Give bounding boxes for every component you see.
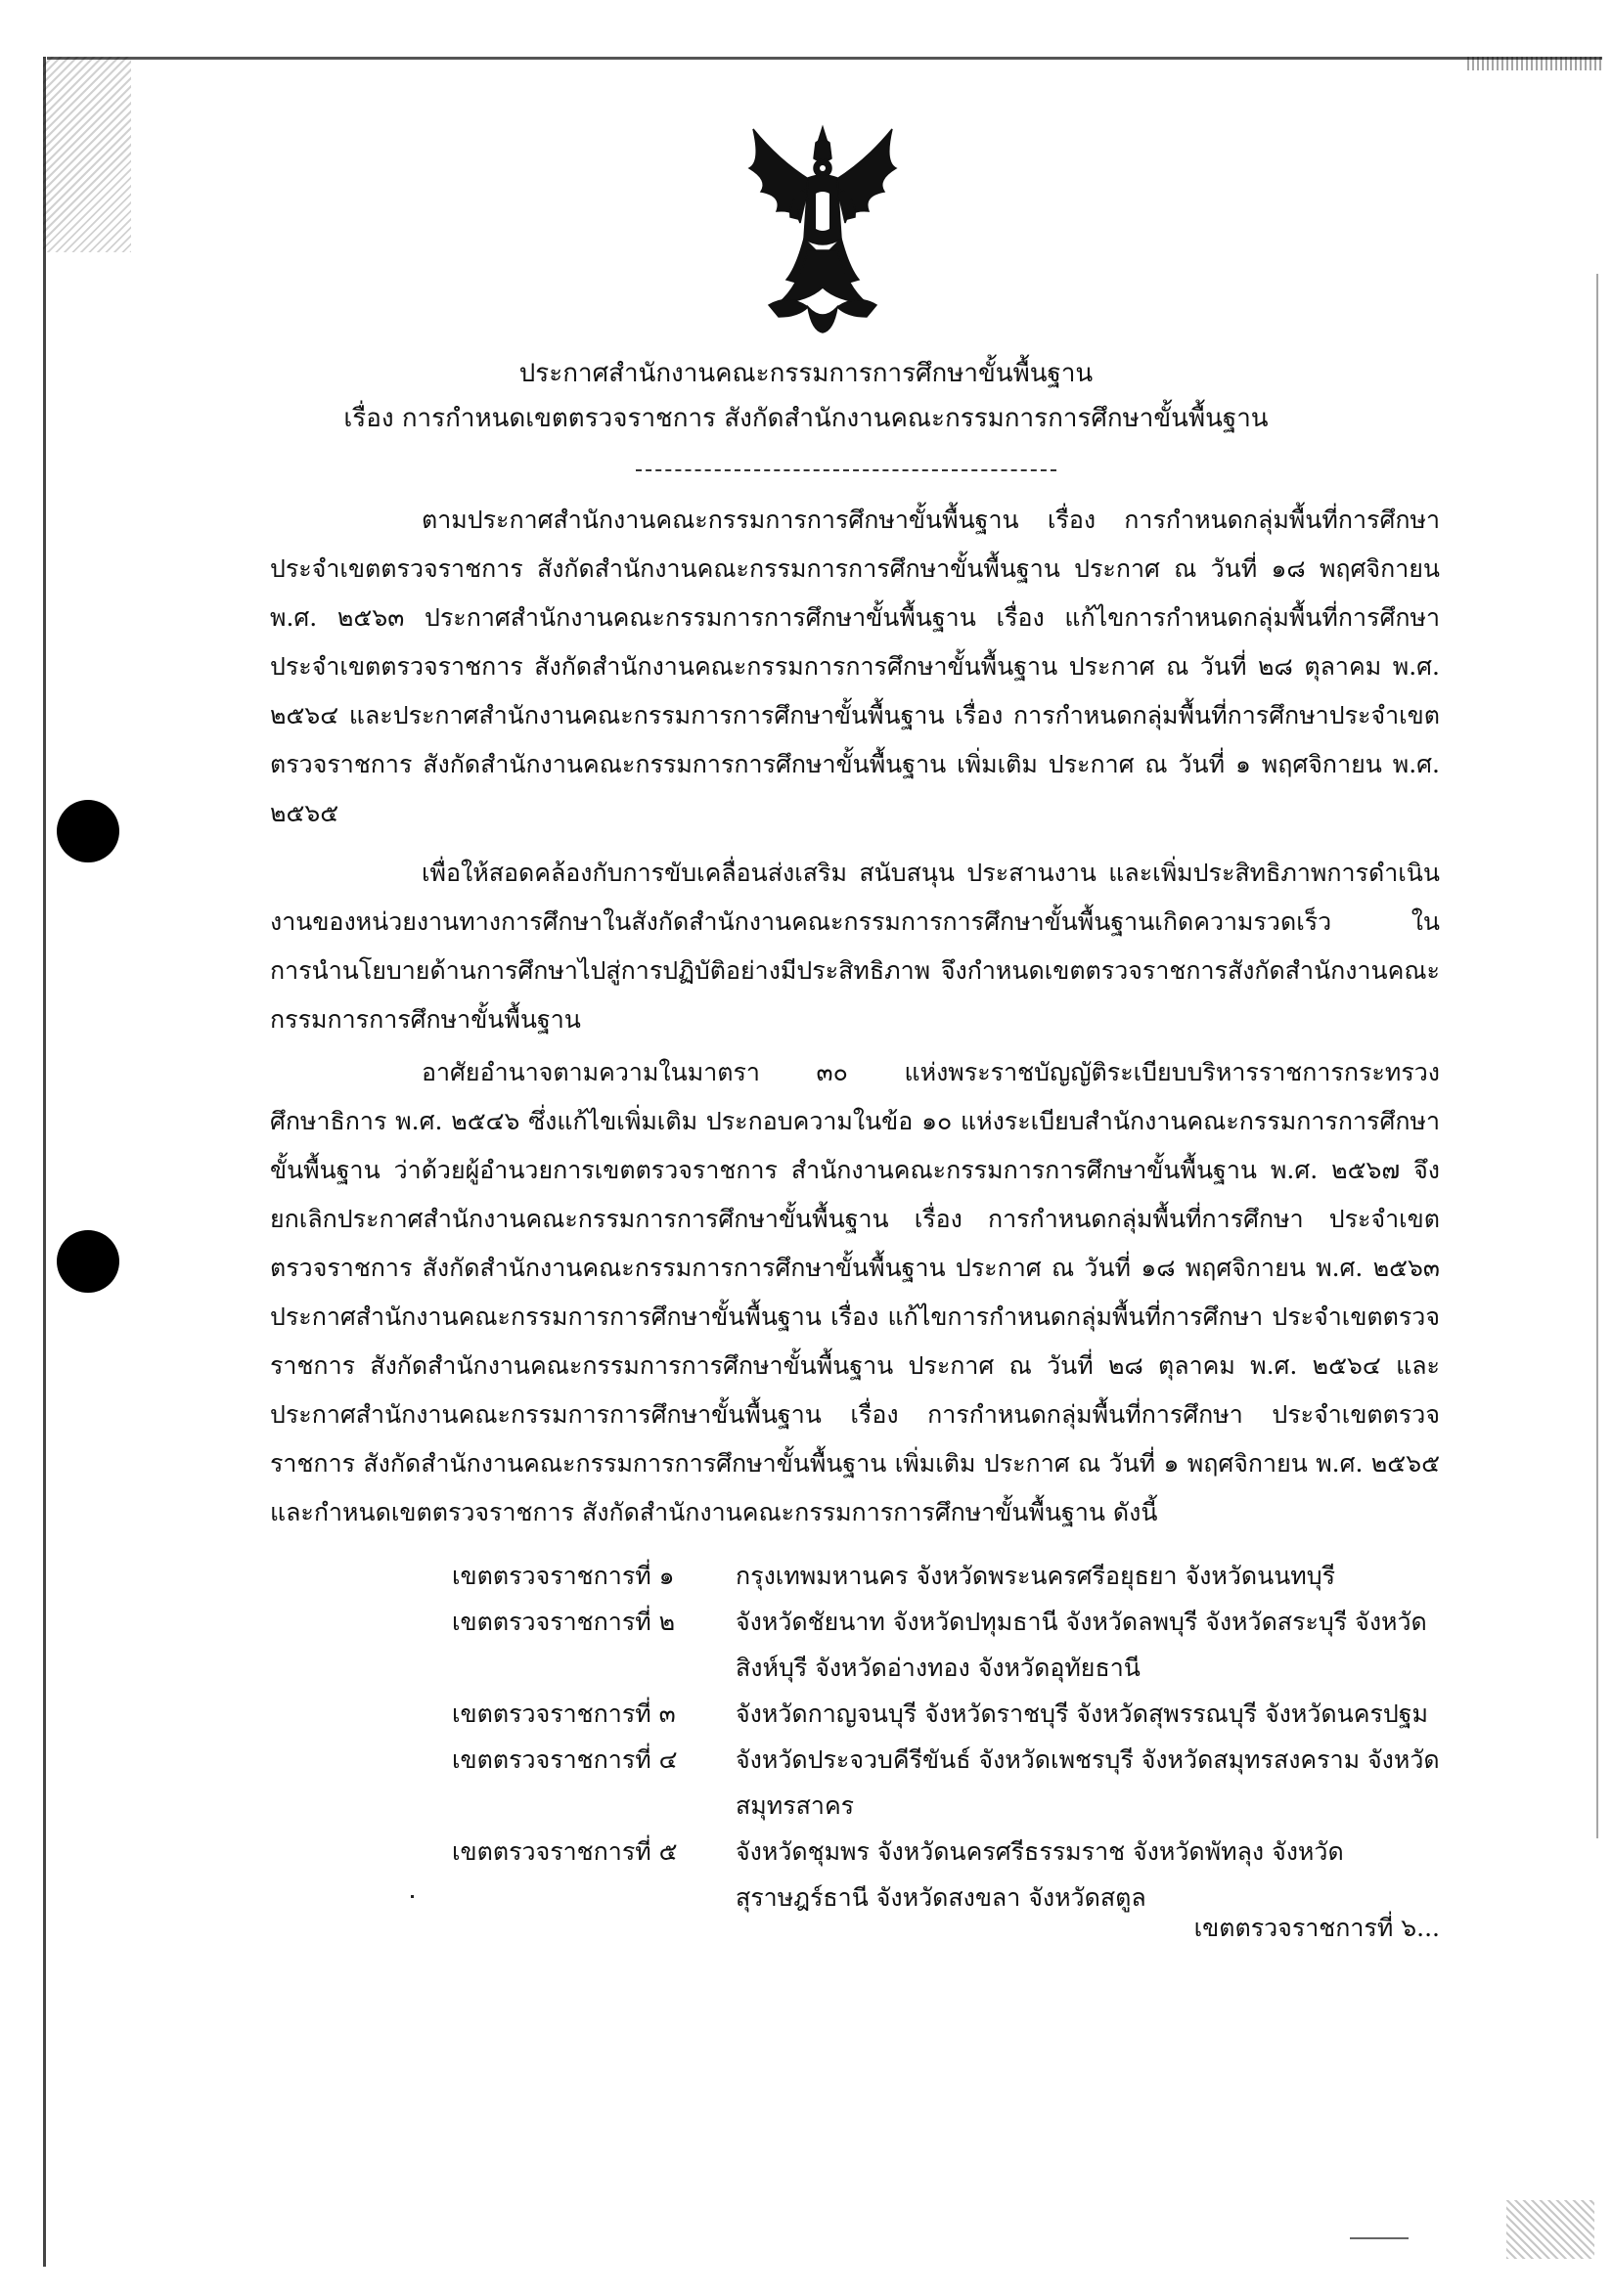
scan-edge-left bbox=[43, 57, 46, 2267]
scan-mark-bottom bbox=[1350, 2237, 1409, 2239]
region-provinces: จังหวัดประจวบคีรีขันธ์ จังหวัดเพชรบุรี จังหวัดสมุทรสงคราม จังหวัดสมุทรสาคร bbox=[736, 1745, 1440, 1820]
title-divider bbox=[636, 469, 1056, 471]
paragraph-authority: อาศัยอำนาจตามความในมาตรา ๓๐ แห่งพระราชบัญญัติระเบียบบริหารราชการกระทรวงศึกษาธิการ พ.ศ. ๒๕๔๖ ซึ่งแก้ไขเพิ่มเติม ประกอบความในข้อ ๑๐ แห่งระเบียบสำนักงานคณะกรรมการการศึกษาขั้นพื้นฐาน ว่าด้วยผู้อำนวยการเขตตรวจราชการ สำนักงานคณะกรรมการการศึกษาขั้นพื้นฐาน พ.ศ. ๒๕๖๗ จึงยกเลิกประกาศสำนักงานคณะกรรมการการศึกษาขั้นพื้นฐาน เรื่อง การกำหนดกลุ่มพื้นที่การศึกษา ประจำเขตตรวจราชการ สังกัดสำนักงานคณะกรรมการการศึกษาขั้นพื้นฐาน ประกาศ ณ วันที่ ๑๘ พฤศจิกายน พ.ศ. ๒๕๖๓ ประกาศสำนักงานคณะกรรมการการศึกษาขั้นพื้นฐาน เรื่อง แก้ไขการกำหนดกลุ่มพื้นที่การศึกษา ประจำเขตตรวจราชการ สังกัดสำนักงานคณะกรรมการการศึกษาขั้นพื้นฐาน ประกาศ ณ วันที่ ๒๘ ตุลาคม พ.ศ. ๒๕๖๔ และประกาศสำนักงานคณะกรรมการการศึกษาขั้นพื้นฐาน เรื่อง การกำหนดกลุ่มพื้นที่การศึกษา ประจำเขตตรวจราชการ สังกัดสำนักงานคณะกรรมการการศึกษาขั้นพื้นฐาน เพิ่มเติม ประกาศ ณ วันที่ ๑ พฤศจิกายน พ.ศ. ๒๕๖๕ และกำหนดเขตตรวจราชการ สังกัดสำนักงานคณะกรรมการการศึกษาขั้นพื้นฐาน ดังนี้ bbox=[270, 1058, 1440, 1526]
region-provinces: จังหวัดกาญจนบุรี จังหวัดราชบุรี จังหวัดสุพรรณบุรี จังหวัดนครปฐม bbox=[736, 1700, 1428, 1728]
punch-hole-icon bbox=[57, 1230, 119, 1293]
region-label: เขตตรวจราชการที่ ๕ bbox=[452, 1837, 678, 1866]
region-provinces: จังหวัดชัยนาท จังหวัดปทุมธานี จังหวัดลพบุรี จังหวัดสระบุรี จังหวัดสิงห์บุรี จังหวัดอ่างทอง จังหวัดอุทัยธานี bbox=[736, 1608, 1427, 1682]
region-label: เขตตรวจราชการที่ ๔ bbox=[452, 1745, 678, 1774]
scan-edge-top bbox=[47, 57, 1602, 60]
paragraph-reference: ตามประกาศสำนักงานคณะกรรมการการศึกษาขั้นพื้นฐาน เรื่อง การกำหนดกลุ่มพื้นที่การศึกษาประจำเขตตรวจราชการ สังกัดสำนักงานคณะกรรมการการศึกษาขั้นพื้นฐาน ประกาศ ณ วันที่ ๑๘ พฤศจิกายน พ.ศ. ๒๕๖๓ ประกาศสำนักงานคณะกรรมการการศึกษาขั้นพื้นฐาน เรื่อง แก้ไขการกำหนดกลุ่มพื้นที่การศึกษาประจำเขตตรวจราชการ สังกัดสำนักงานคณะกรรมการการศึกษาขั้นพื้นฐาน ประกาศ ณ วันที่ ๒๘ ตุลาคม พ.ศ. ๒๕๖๔ และประกาศสำนักงานคณะกรรมการการศึกษาขั้นพื้นฐาน เรื่อง การกำหนดกลุ่มพื้นที่การศึกษาประจำเขตตรวจราชการ สังกัดสำนักงานคณะกรรมการการศึกษาขั้นพื้นฐาน เพิ่มเติม ประกาศ ณ วันที่ ๑ พฤศจิกายน พ.ศ. ๒๕๖๕ bbox=[270, 506, 1440, 827]
announcement-subject: เรื่อง การกำหนดเขตตรวจราชการ สังกัดสำนักงานคณะกรรมการการศึกษาขั้นพื้นฐาน bbox=[343, 404, 1269, 433]
region-label: เขตตรวจราชการที่ ๓ bbox=[452, 1700, 676, 1728]
inspection-region-4 bbox=[452, 1737, 1440, 1829]
region-provinces: กรุงเทพมหานคร จังหวัดพระนครศรีอยุธยา จังหวัดนนทบุรี bbox=[736, 1562, 1336, 1590]
inspection-region-1 bbox=[452, 1553, 1440, 1599]
next-page-cue: เขตตรวจราชการที่ ๖... bbox=[1193, 1914, 1440, 1942]
paragraph-purpose: เพื่อให้สอดคล้องกับการขับเคลื่อนส่งเสริม สนับสนุน ประสานงาน และเพิ่มประสิทธิภาพการดำเนินงานของหน่วยงานทางการศึกษาในสังกัดสำนักงานคณะกรรมการการศึกษาขั้นพื้นฐานเกิดความรวดเร็ว ในการนำนโยบายด้านการศึกษาไปสู่การปฏิบัติอย่างมีประสิทธิภาพ จึงกำหนดเขตตรวจราชการสังกัดสำนักงานคณะกรรมการการศึกษาขั้นพื้นฐาน bbox=[270, 859, 1440, 1034]
inspection-region-3 bbox=[452, 1691, 1440, 1737]
scan-speck bbox=[411, 1895, 414, 1898]
inspection-region-list bbox=[452, 1553, 1440, 1921]
punch-hole-icon bbox=[57, 800, 119, 862]
scan-noise-bottom-right bbox=[1506, 2200, 1594, 2259]
region-provinces: จังหวัดชุมพร จังหวัดนครศรีธรรมราช จังหวัดพัทลุง จังหวัดสุราษฎร์ธานี จังหวัดสงขลา จังหวัดสตูล bbox=[736, 1837, 1344, 1912]
inspection-region-2 bbox=[452, 1599, 1440, 1691]
scan-noise-top-left bbox=[43, 57, 131, 252]
garuda-emblem-icon bbox=[739, 121, 906, 336]
region-label: เขตตรวจราชการที่ ๑ bbox=[452, 1562, 675, 1590]
scan-edge-right bbox=[1596, 274, 1598, 1838]
announcement-title: ประกาศสำนักงานคณะกรรมการการศึกษาขั้นพื้นฐาน bbox=[518, 359, 1094, 388]
inspection-region-5 bbox=[452, 1829, 1440, 1921]
scan-noise-top-right bbox=[1467, 57, 1604, 70]
region-label: เขตตรวจราชการที่ ๒ bbox=[452, 1608, 676, 1636]
